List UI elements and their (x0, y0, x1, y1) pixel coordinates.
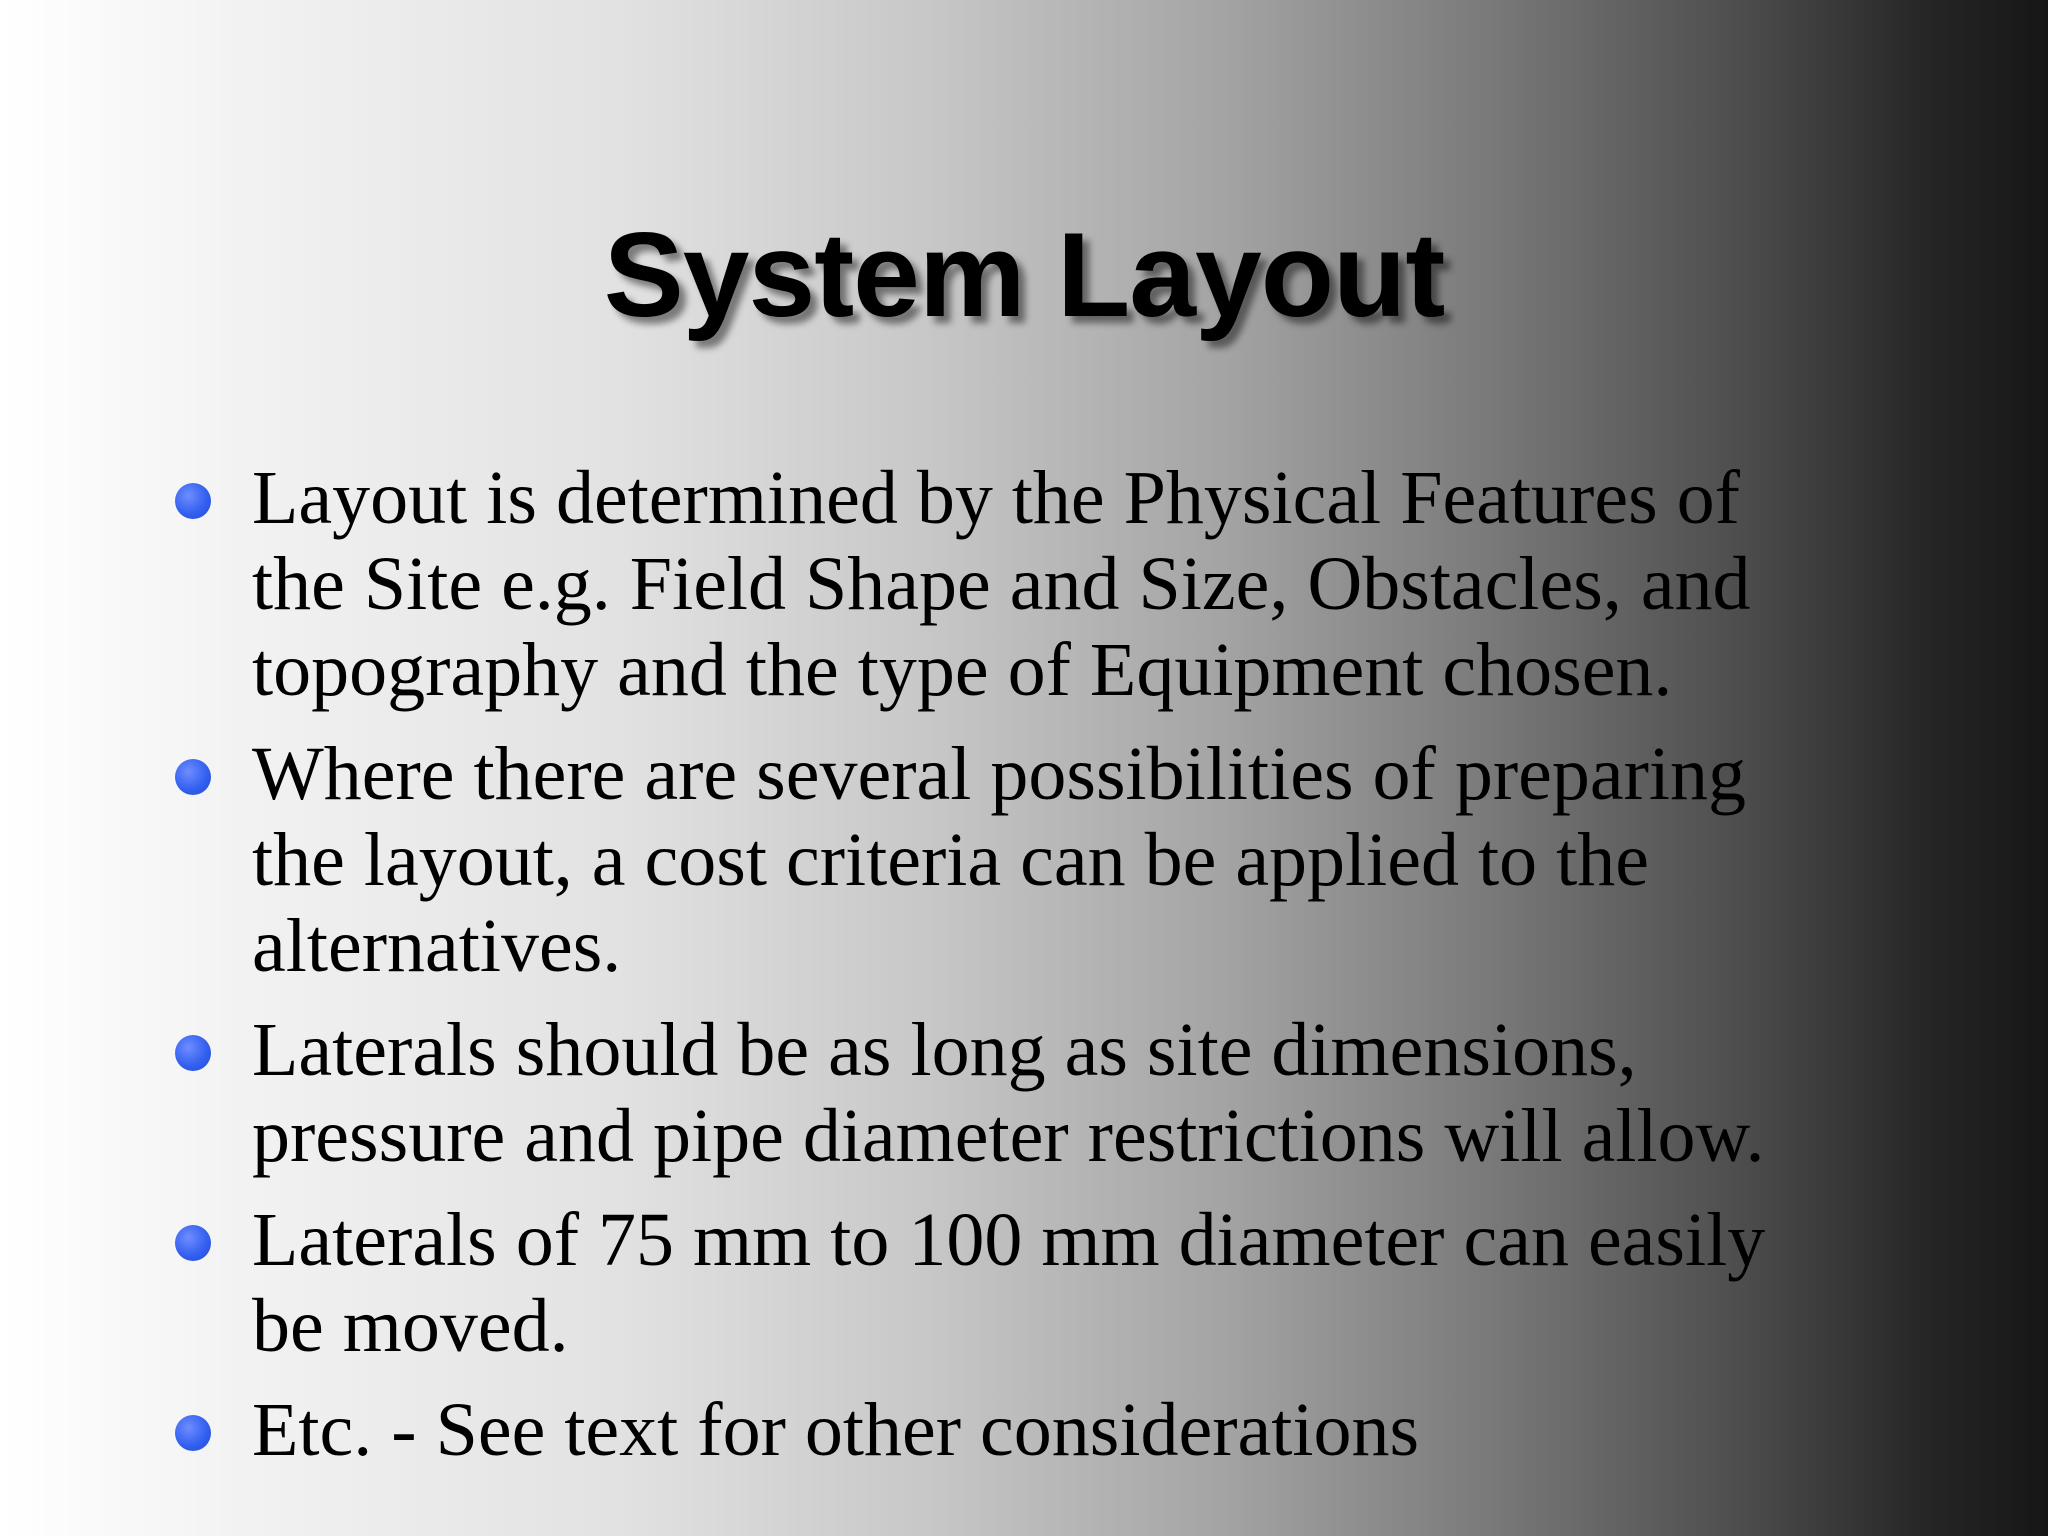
bullet-dot-icon (175, 1035, 211, 1071)
bullet-item (175, 731, 1875, 989)
bullet-text: Layout is determined by the Physical Features of the Site e.g. Field Shape and Size, Obstacles, and topography and the type of Equipment chosen. (252, 456, 1751, 712)
bullet-text: Laterals should be as long as site dimensions, pressure and pipe diameter restrictions will allow. (252, 1008, 1765, 1178)
bullet-dot-icon (175, 1415, 211, 1451)
bullet-dot-icon (175, 759, 211, 795)
bullet-list (175, 455, 1875, 1491)
slide-title: System Layout (603, 208, 1445, 342)
bullet-item (175, 1387, 1875, 1473)
bullet-item (175, 1007, 1875, 1179)
bullet-item (175, 1197, 1875, 1369)
bullet-text: Etc. - See text for other considerations (252, 1388, 1420, 1472)
bullet-text: Laterals of 75 mm to 100 mm diameter can easily be moved. (252, 1198, 1766, 1368)
bullet-dot-icon (175, 483, 211, 519)
bullet-item (175, 455, 1875, 713)
bullet-dot-icon (175, 1225, 211, 1261)
bullet-text: Where there are several possibilities of preparing the layout, a cost criteria can be applied to the alternatives. (252, 732, 1747, 988)
